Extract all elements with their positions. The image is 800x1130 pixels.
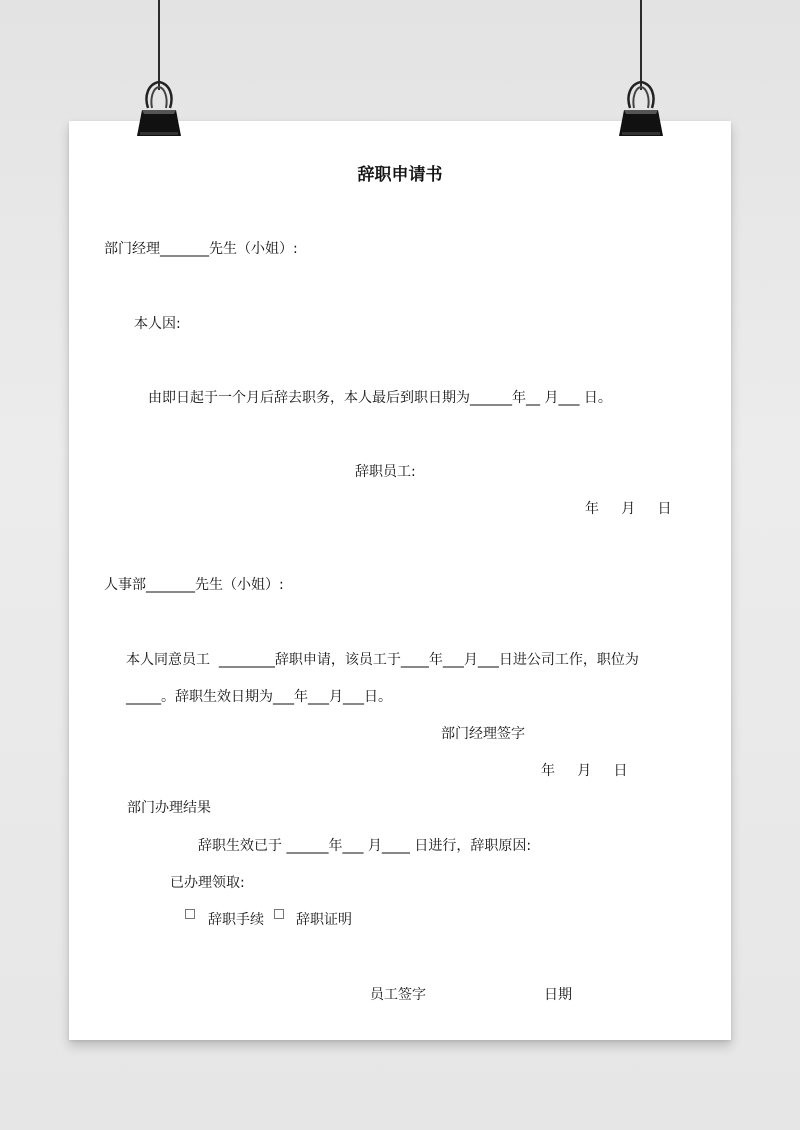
- document-title: 辞职申请书: [357, 165, 443, 185]
- procedures-checkbox-label: 辞职手续: [208, 912, 264, 928]
- date-line-employee: 年 月 日: [585, 501, 672, 517]
- binder-clip-right-icon: [616, 78, 666, 138]
- salutation-hr: 人事部_______先生（小姐）:: [104, 577, 284, 593]
- certificate-checkbox-label: 辞职证明: [296, 912, 352, 928]
- approval-statement-line-2: _____。辞职生效日期为___年___月___日。: [126, 689, 392, 705]
- date-line-manager: 年 月 日: [541, 763, 628, 779]
- reason-label: 本人因:: [134, 316, 181, 332]
- salutation-manager: 部门经理_______先生（小姐）:: [104, 241, 298, 257]
- procedures-checkbox[interactable]: [185, 909, 195, 919]
- hanging-wire-right: [640, 0, 642, 90]
- certificate-checkbox[interactable]: [274, 909, 284, 919]
- resigning-employee-label: 辞职员工:: [355, 464, 416, 480]
- department-result-heading: 部门办理结果: [127, 800, 211, 816]
- binder-clip-left-icon: [134, 78, 184, 138]
- manager-signature-label: 部门经理签字: [441, 726, 525, 742]
- date-label: 日期: [544, 987, 572, 1003]
- approval-statement-line-1: 本人同意员工 ________辞职申请，该员工于____年___月___日进公司工作，职位为: [126, 652, 639, 668]
- employee-signature-label: 员工签字: [370, 987, 426, 1003]
- effective-date-statement: 辞职生效已于 ______年___ 月____ 日进行，辞职原因:: [198, 838, 532, 854]
- resignation-statement: 由即日起于一个月后辞去职务，本人最后到职日期为______年__ 月___ 日。: [148, 390, 612, 406]
- hanging-wire-left: [158, 0, 160, 90]
- received-items-label: 已办理领取:: [170, 875, 245, 891]
